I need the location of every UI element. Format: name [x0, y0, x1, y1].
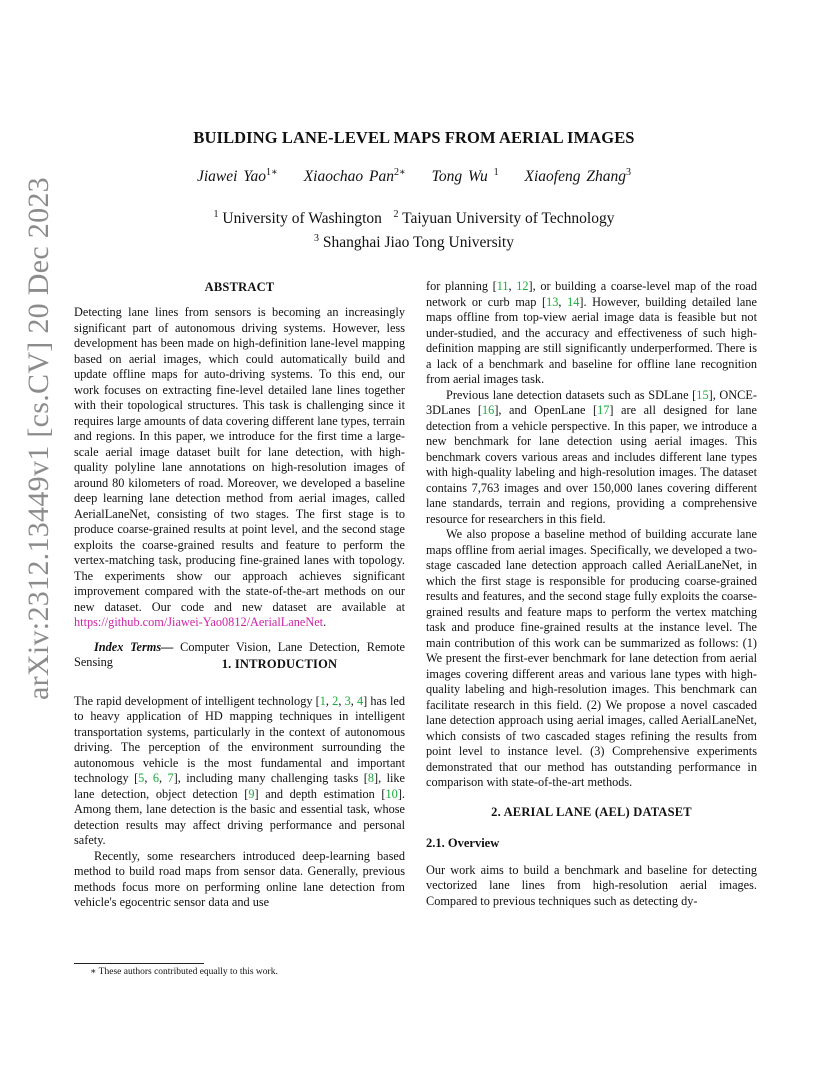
citation[interactable]: 16 — [482, 403, 495, 417]
paper-title: BUILDING LANE-LEVEL MAPS FROM AERIAL IMAGES — [193, 128, 635, 147]
author-3: Tong Wu $^1$ — [431, 167, 499, 186]
right-column — [426, 279, 757, 909]
author-4: Xiaofeng Zhang$^3$ — [524, 167, 631, 186]
footnote-rule — [74, 963, 204, 964]
author-list — [0, 167, 828, 186]
affiliation-line-2: $^3$ Shanghai Jiao Tong University — [314, 233, 514, 252]
citation[interactable]: 4 — [356, 693, 364, 708]
introduction-heading: 1. INTRODUCTION — [221, 656, 338, 671]
intro-paragraph-2: Recently, some researchers introduced deep-learning based method to build road maps from sensor data. Generally, previous methods focus more on performing online lane detection from vehicle's egocentric sensor data and use — [74, 848, 405, 909]
citation[interactable]: 8 — [367, 771, 374, 785]
citation[interactable]: 10 — [385, 786, 398, 801]
citation[interactable]: 12 — [516, 279, 529, 293]
intro-paragraph-3: Previous lane detection datasets such as SDLane [15], ONCE-3DLanes [16], and OpenLane [17] are all designed for lane detection from a vehicle perspective. In this paper, we introduce a new benchmark for lane detection using aerial images. This benchmark covers various areas and includes different lane types with high-quality labeling and high-resolution images. The dataset contains 7,763 images and over 150,000 lanes covering different lane standards, terrain and regions, providing a comprehensive resource for researchers in this field. — [426, 387, 757, 526]
affiliations — [0, 205, 828, 253]
citation[interactable]: 17 — [597, 403, 610, 417]
citation[interactable]: 11 — [496, 279, 509, 293]
intro-paragraph-1: The rapid development of intelligent technology [1, 2, 3, 4] has led to heavy application of HD mapping techniques in intelligent transportation systems, particularly in the context of autonomous driving. The perception of the environment surrounding the autonomous vehicle is the most fundamental and important technology [5, 6, 7], including many challenging tasks [8], like lane detection, object detection [9] and depth estimation [10]. Among them, lane detection is the basic and essential task, whose detection results may affect driving performance and personal safety. — [74, 693, 406, 847]
abstract-heading: ABSTRACT — [204, 280, 275, 294]
dataset-paragraph-1: Our work aims to build a benchmark and baseline for detecting vectorized lane lines from high-resolution aerial images. Compared to previous techniques such as detecting dy- — [426, 862, 757, 908]
author-2: Xiaochao Pan$^{2∗}$ — [303, 167, 406, 186]
citation[interactable]: 13 — [546, 294, 559, 309]
intro-paragraph-2-cont: for planning [11, 12], or building a coarse-level map of the road network or curb map [13, 14]. However, building detailed lane maps offline from top-view aerial image data is feasible but not under-studied, and the accuracy and effectiveness of such high-definition mapping are still significantly underperformed. There is a lack of a benchmark and baseline for offline lane recognition from aerial images task. — [426, 279, 758, 386]
citation[interactable]: 9 — [248, 786, 255, 801]
affiliation-line-1: $^1$ University of Washington $^2$ Taiyuan University of Technology — [213, 209, 615, 228]
overview-subheading: 2.1. Overview — [426, 835, 500, 850]
citation[interactable]: 7 — [167, 771, 174, 785]
abstract-text: Detecting lane lines from sensors is becoming an increasingly significant part of autonomous driving systems. However, less development has been made on high-definition lane-level mapping based on aerial images, which could automatically build and update offline maps for auto-driving systems. To this end, our work focuses on extracting fine-level detailed lane lines together with their topological structures. This task is challenging since it requires large amounts of data covering different lane types, terrain and regions. In this paper, we introduce for the first time a large-scale aerial image dataset built for lane detection, with high-quality polyline lane annotations on high-resolution images of around 80 kilometers of road. Moreover, we developed a baseline deep learning lane detection method from aerial images, called AerialLaneNet, consisting of two stages. The first stage is to produce coarse-grained results at point level, and the second stage exploits the coarse-grained results and feature to perform the vertex-matching task, producing fine-grained lanes with topology. The experiments show our approach achieves significant improvement compared with the state-of-the-art methods on our new dataset. Our code and new dataset are available at https://github.com/Jiawei-Yao0812/AerialLaneNet. — [74, 305, 405, 629]
citation[interactable]: 5 — [138, 771, 145, 785]
citation[interactable]: 14 — [567, 294, 580, 309]
citation[interactable]: 3 — [344, 693, 351, 708]
code-link[interactable]: https://github.com/Jiawei-Yao0812/AerialLaneNet — [74, 615, 324, 629]
citation[interactable]: 15 — [696, 387, 709, 402]
author-1: Jiawei Yao$^{1∗}$ — [197, 167, 278, 186]
citation[interactable]: 6 — [152, 771, 159, 785]
arxiv-identifier[interactable]: arXiv:2312.13449v1 [cs.CV] 20 Dec 2023 — [22, 177, 55, 700]
index-terms: Index Terms— Computer Vision, Lane Detection, Remote Sensing — [74, 639, 405, 669]
citation[interactable]: 2 — [332, 693, 339, 708]
left-column — [74, 280, 405, 911]
dataset-heading: 2. AERIAL LANE (AEL) DATASET — [491, 804, 692, 819]
intro-paragraph-4: We also propose a baseline method of building accurate lane maps offline from aerial images. Specifically, we developed a two-stage cascaded lane detection approach called AerialLaneNet, in which the first stage is responsible for producing coarse-grained results and features, and the second stage fully exploits the coarse-grained results and feature maps to perform the vertex matching task and produce fine-grained results at the instance level. The main contribution of this work can be summarized as follows: (1) We present the first-ever benchmark for lane detection from aerial images covering different areas and various lane types with high-quality labeling and high-resolution images. This benchmark can facilitate research in this field. (2) We propose a novel cascaded lane detection approach using aerial images, called AerialLaneNet, which consists of two cascaded stages refining the results from point level to instance level. (3) Comprehensive experiments demonstrated that our method has outstanding performance in comparison with state-of-the-art methods. — [426, 527, 757, 789]
footnote: ∗ These authors contributed equally to this work. — [90, 967, 278, 977]
citation[interactable]: 1 — [319, 693, 326, 708]
